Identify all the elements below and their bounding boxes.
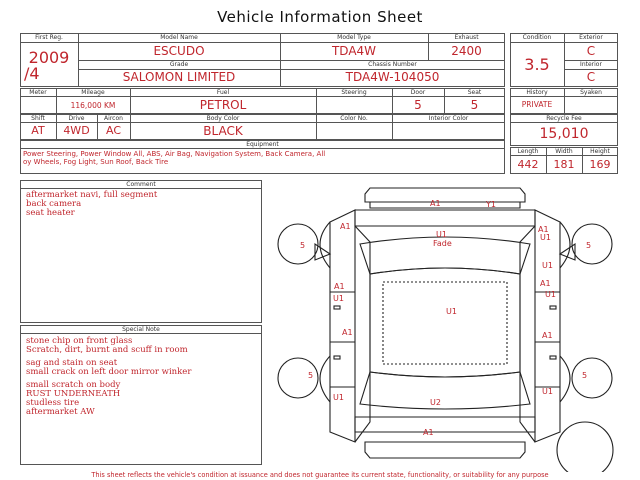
grade-label: Grade [169,61,189,68]
damage-mark: U2 [430,398,441,407]
special-note-line: sag and stain on seat [26,358,118,368]
damage-mark: U1 [545,290,556,299]
equipment-line-2: oy Wheels, Fog Light, Sun Roof, Back Tire [23,158,169,166]
damage-mark: A1 [538,225,549,234]
condition-label: Condition [522,34,552,41]
first-reg-label: First Reg. [35,34,63,41]
fuel-value: PETROL [199,98,247,112]
aircon-value: AC [105,124,121,137]
special-note-label: Special Note [122,326,160,333]
exterior-label: Exterior [579,34,603,41]
exhaust-label: Exhaust [454,34,479,41]
interior-value: C [586,70,596,84]
comment-label: Comment [126,181,156,188]
meter-label: Meter [29,89,47,96]
chassis-number-label: Chassis Number [368,61,417,68]
damage-mark: A1 [340,222,351,231]
disclaimer-footer: This sheet reflects the vehicle's condition at issuance and does not guarantee its current state, functionality, or suitability for any purpose [91,471,549,479]
damage-mark: A1 [334,282,345,291]
recycle-fee-label: Recycle Fee [546,115,582,122]
special-note-line: aftermarket AW [26,407,95,417]
special-note-line: Scratch, dirt, burnt and scuff in room [26,345,188,355]
equipment-line-1: Power Steering, Power Window All, ABS, Air Bag, Navigation System, Back Camera, All [23,150,326,158]
damage-mark: A1 [430,199,441,208]
shift-value: AT [31,124,45,137]
grade-value: SALOMON LIMITED [122,70,236,84]
comment-line: aftermarket navi, full segment [26,190,158,200]
exterior-value: C [586,44,596,58]
damage-mark: U1 [542,261,553,270]
special-note-line: studless tire [26,398,80,408]
damage-mark: A1 [342,328,353,337]
recycle-fee-value: 15,010 [539,126,589,142]
damage-mark: 5 [308,371,314,380]
first-reg-month: /4 [24,64,40,83]
height-value: 169 [589,158,611,171]
door-label: Door [410,89,426,96]
aircon-label: Aircon [104,115,123,122]
door-value: 5 [414,98,422,112]
comment-line: seat heater [26,208,75,218]
drive-value: 4WD [63,124,90,137]
damage-mark: 5 [586,241,592,250]
sheet-title: Vehicle Information Sheet [217,8,423,26]
damage-mark: A1 [540,279,551,288]
shift-label: Shift [31,115,45,122]
interior-label: Interior [580,61,602,68]
drive-label: Drive [68,115,85,122]
body-color-label: Body Color [206,115,240,122]
body-color-value: BLACK [203,124,243,138]
first-reg-year: 2009 [28,48,70,67]
seat-value: 5 [470,98,479,112]
special-note-line: RUST UNDERNEATH [26,389,121,399]
damage-mark: 5 [582,371,588,380]
damage-mark: U1 [540,233,551,242]
length-label: Length [517,148,539,155]
model-name-value: ESCUDO [153,44,205,58]
interior-color-label: Interior Color [428,115,469,122]
car-damage-diagram [270,182,620,472]
history-value: PRIVATE [521,100,553,109]
seat-label: Seat [467,89,482,96]
model-type-label: Model Type [337,34,371,41]
exhaust-value: 2400 [451,44,482,58]
chassis-number-value: TDA4W-104050 [345,70,440,84]
syaken-label: Syaken [580,89,602,96]
width-value: 181 [553,158,575,171]
damage-mark: Fade [433,239,452,248]
color-no-label: Color No. [340,115,368,122]
steering-label: Steering [341,89,367,96]
mileage-value: 116,000 KM [70,101,116,110]
model-name-label: Model Name [160,34,198,41]
damage-mark: A1 [423,428,434,437]
damage-mark: A1 [542,331,553,340]
equipment-label: Equipment [246,141,279,148]
special-note-line: small scratch on body [26,380,121,390]
condition-value: 3.5 [524,55,550,74]
history-label: History [526,89,548,96]
damage-mark: 5 [300,241,306,250]
damage-mark: U1 [333,393,344,402]
special-note-line: stone chip on front glass [26,336,133,346]
fuel-label: Fuel [216,89,230,96]
damage-mark: U1 [436,230,447,239]
damage-mark: Y1 [486,200,496,209]
damage-mark: U1 [333,294,344,303]
length-value: 442 [517,158,539,171]
model-type-value: TDA4W [331,44,377,58]
damage-mark: U1 [446,307,457,316]
comment-line: back camera [26,199,82,209]
width-label: Width [555,148,573,155]
mileage-label: Mileage [81,89,105,96]
special-note-line: small crack on left door mirror winker [26,367,192,377]
damage-mark: U1 [542,387,553,396]
height-label: Height [590,148,610,155]
